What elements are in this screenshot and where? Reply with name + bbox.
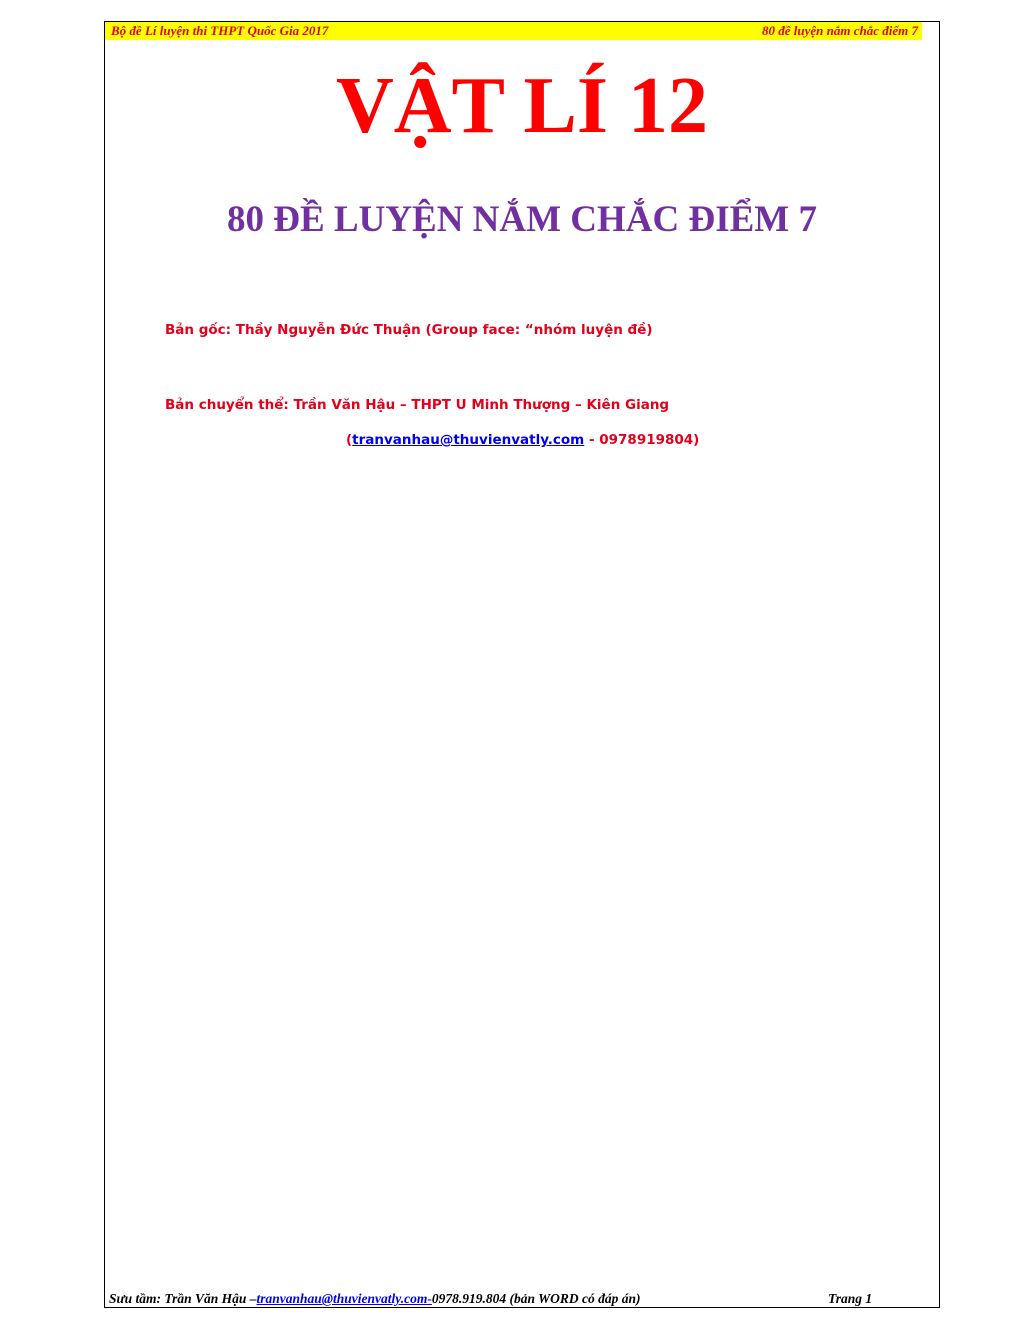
footer-suffix: 0978.919.804 (bản WORD có đáp án) xyxy=(431,1291,641,1306)
contact-email-link[interactable]: tranvanhau@thuvienvatly.com xyxy=(352,432,585,448)
original-author-credit: Bản gốc: Thầy Nguyễn Đức Thuận (Group face: “nhóm luyện đề) xyxy=(165,322,653,338)
page-header xyxy=(105,22,922,40)
contact-open-paren: ( xyxy=(346,432,353,448)
document-subtitle: 80 ĐỀ LUYỆN NẮM CHẮC ĐIỂM 7 xyxy=(227,199,817,240)
contact-phone: - 0978919804) xyxy=(584,432,700,448)
header-right-text: 80 đề luyện nắm chắc điểm 7 xyxy=(762,23,918,38)
page-footer xyxy=(109,1291,929,1307)
page-number: Trang 1 xyxy=(828,1291,873,1306)
header-left-text: Bộ đề Lí luyện thi THPT Quốc Gia 2017 xyxy=(111,23,329,38)
footer-email-link[interactable]: tranvanhau@thuvienvatly.com- xyxy=(256,1291,432,1306)
footer-prefix: Sưu tầm: Trần Văn Hậu – xyxy=(109,1291,257,1306)
converter-credit: Bản chuyển thể: Trần Văn Hậu – THPT U Minh Thượng – Kiên Giang xyxy=(165,397,670,413)
document-title: VẬT LÍ 12 xyxy=(336,62,708,150)
contact-line xyxy=(346,432,699,448)
